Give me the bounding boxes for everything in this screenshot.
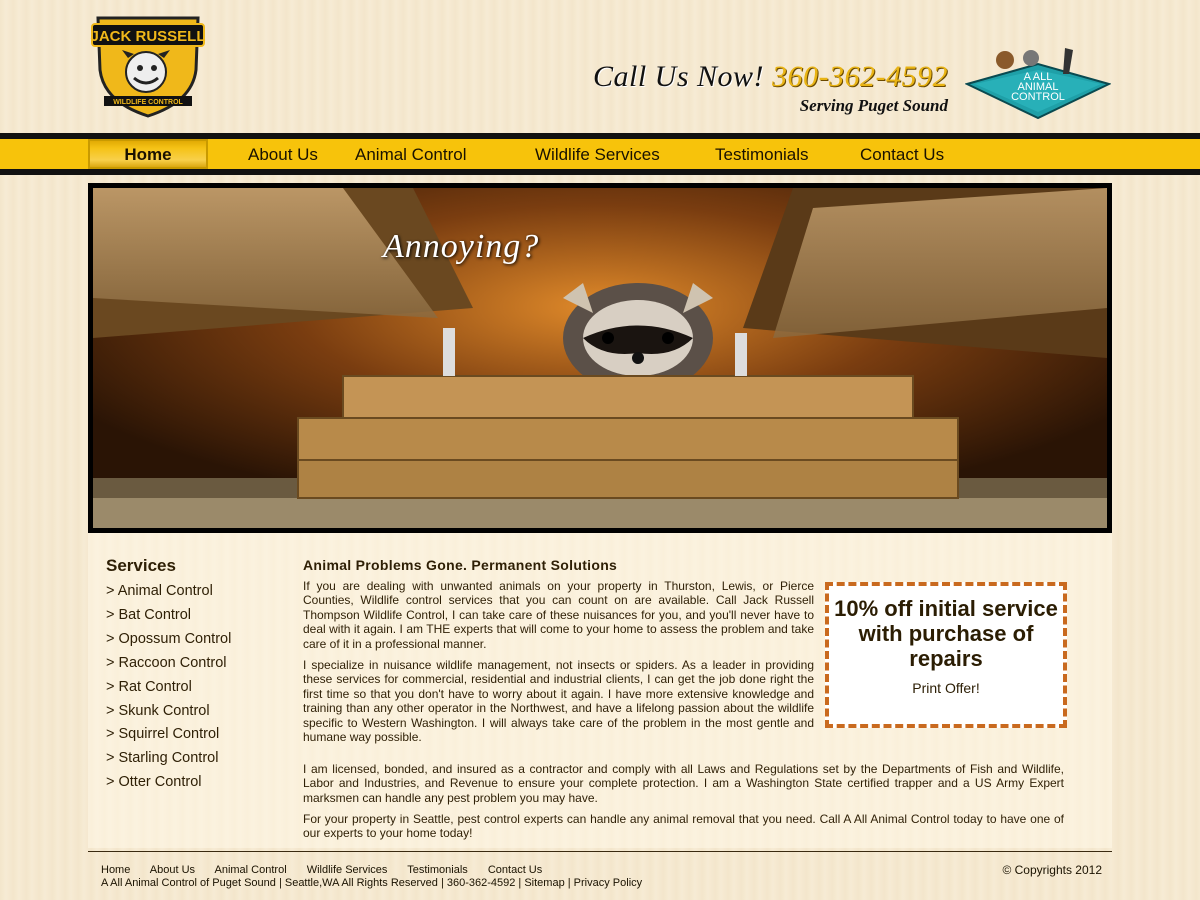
- main-heading: Animal Problems Gone. Permanent Solutions: [303, 557, 618, 573]
- service-link-skunk-control[interactable]: > Skunk Control: [106, 702, 210, 719]
- footer-nav: [101, 864, 559, 876]
- logo-title: JACK RUSSELL: [90, 28, 206, 45]
- bird-icon: [1063, 48, 1073, 74]
- a-all-animal-control-logo[interactable]: [965, 46, 1111, 120]
- hero-banner: [88, 183, 1112, 533]
- hero-image-raccoon: [93, 188, 1107, 528]
- service-link-starling-control[interactable]: > Starling Control: [106, 750, 219, 767]
- partner-logo-line3: CONTROL: [1011, 91, 1065, 103]
- specialize-paragraph: I specialize in nuisance wildlife management, not insects or spiders. As a leader in providing these services for commercial, residential and industrial clients, I can get the job done right the first time so that you don't have to worry about it again. I have more extensive knowledge and training than any other operator in the Northwest, and have a lifelong passion about the wildlife specific to Western Washington. I will always take care of the problem in the most gentle and humane way possible.: [303, 658, 814, 745]
- footer-link-animal-control[interactable]: Animal Control: [214, 864, 287, 876]
- copyright: © Copyrights 2012: [1002, 863, 1102, 877]
- squirrel-icon: [996, 51, 1014, 69]
- phone-number[interactable]: 360-362-4592: [772, 60, 948, 93]
- jack-russell-logo[interactable]: [88, 10, 208, 120]
- footer-divider: [88, 851, 1112, 852]
- hero-caption: Annoying?: [383, 228, 540, 265]
- footer-link-about-us[interactable]: About Us: [149, 864, 196, 876]
- print-offer-link[interactable]: Print Offer!: [912, 680, 980, 696]
- logo-subtitle: WILDLIFE CONTROL: [113, 99, 183, 106]
- nav-about-us[interactable]: About Us: [248, 145, 318, 164]
- partner-logo-line2: ANIMAL: [1017, 81, 1059, 93]
- nav-contact-us[interactable]: Contact Us: [860, 145, 945, 164]
- licensed-paragraph: I am licensed, bonded, and insured as a contractor and comply with all Laws and Regulations set by the Departments of Fish and Wildlife, Labor and Industries, and Revenue to ensure your complete protection. I am a Washington State certified trapper and a US Army Expert marksmen can handle any pest problem you may have.: [303, 762, 1064, 805]
- call-prefix: Call Us Now!: [592, 60, 765, 93]
- nav-wildlife-services[interactable]: Wildlife Services: [535, 145, 660, 164]
- footer-link-wildlife-services[interactable]: Wildlife Services: [306, 864, 388, 876]
- footer-link-contact-us[interactable]: Contact Us: [487, 864, 543, 876]
- nav-animal-control[interactable]: Animal Control: [355, 145, 467, 164]
- phone-block: [593, 60, 948, 116]
- intro-paragraph: If you are dealing with unwanted animals on your property in Thurston, Lewis, or Pierce Counties, Wildlife control services that you can count on are available. Call Jack Russell Thompson Wildlife Control, I can take care of these nuisances for you, and you'll never have to deal with it again. I am THE experts that will come to your home to assess the problem and take care of it in a professional manner.: [303, 579, 814, 651]
- service-link-opossum-control[interactable]: > Opossum Control: [106, 630, 232, 647]
- partner-logo-line1: A ALL: [1023, 71, 1053, 83]
- raccoon-icon: [1023, 50, 1039, 66]
- services-title: Services: [106, 556, 176, 575]
- nav-testimonials[interactable]: Testimonials: [715, 145, 809, 164]
- service-link-rat-control[interactable]: > Rat Control: [106, 678, 192, 695]
- service-link-otter-control[interactable]: > Otter Control: [106, 774, 202, 791]
- nav-home[interactable]: Home: [88, 139, 208, 169]
- services-sidebar: [106, 556, 286, 795]
- footer-link-testimonials[interactable]: Testimonials: [407, 864, 468, 876]
- offer-text: 10% off initial service with purchase of repairs: [834, 596, 1058, 671]
- seattle-paragraph: For your property in Seattle, pest control experts can handle any animal removal that you need. Call A All Animal Control today to have one of our experts to your home today!: [303, 812, 1064, 841]
- service-link-squirrel-control[interactable]: > Squirrel Control: [106, 726, 220, 743]
- service-link-raccoon-control[interactable]: > Raccoon Control: [106, 654, 227, 671]
- footer-link-home[interactable]: Home: [101, 864, 131, 876]
- call-us-line[interactable]: [593, 60, 948, 94]
- service-link-animal-control[interactable]: > Animal Control: [106, 583, 213, 599]
- service-link-bat-control[interactable]: > Bat Control: [106, 606, 192, 623]
- footer-info-line: A All Animal Control of Puget Sound | Seattle,WA All Rights Reserved | 360-362-4592 | Sitemap | Privacy Policy: [101, 877, 643, 889]
- coupon-offer[interactable]: [825, 582, 1067, 728]
- serving-area: Serving Puget Sound: [799, 96, 948, 115]
